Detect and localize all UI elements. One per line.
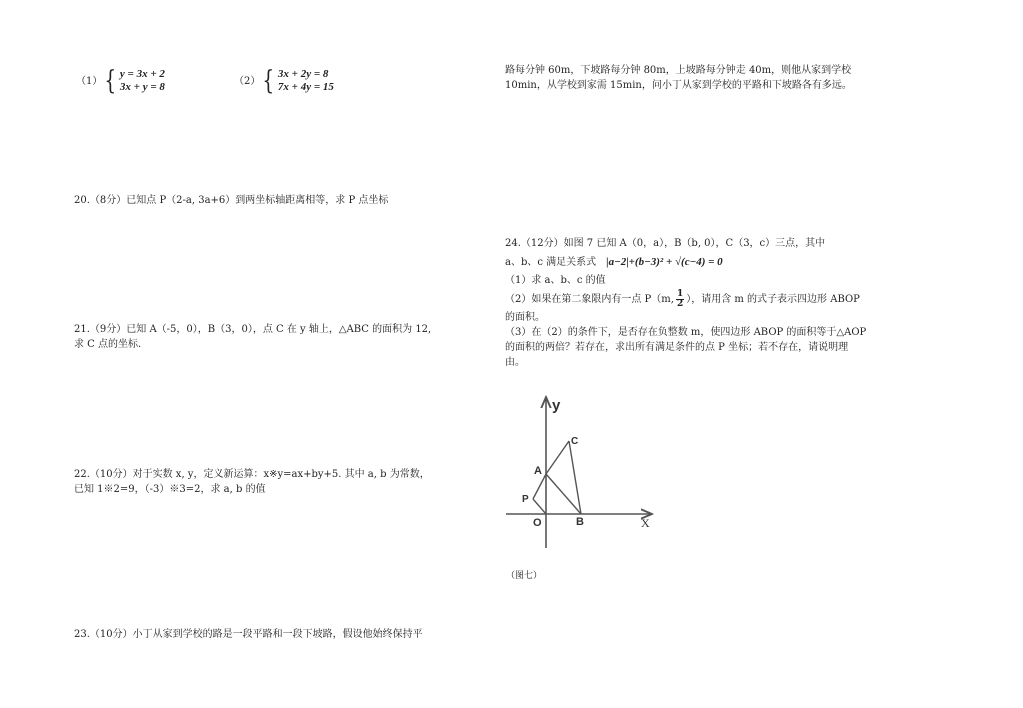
question-24-part3-line3: 由。 (505, 357, 525, 368)
question-24-part2: （2）如果在第二象限内有一点 P（m, (505, 294, 674, 305)
segment-AP (533, 474, 546, 499)
fraction-one-half: $\frac{1}{2}$ (676, 289, 684, 309)
question-20: 20.（8分）已知点 P（2-a, 3a+6）到两坐标轴距离相等，求 P 点坐标 (74, 195, 389, 206)
question-21-line2: 求 C 点的坐标. (74, 339, 142, 350)
question-23-cont-line2: 10min，从学校到家需 15min，问小丁从家到学校的平路和下坡路各有多远。 (505, 80, 852, 91)
point-B-label: B (576, 516, 584, 528)
brace-icon: { (104, 66, 117, 96)
system-2-eq1: 3x + 2y = 8 (277, 68, 329, 80)
brace-icon: { (262, 66, 275, 96)
question-23-cont-line1: 路每分钟 60m，下坡路每分钟 80m，上坡路每分钟走 40m，则他从家到学校 (505, 65, 852, 76)
question-21 (74, 322, 431, 352)
point-O-label: O (533, 517, 542, 529)
question-24-line1: 24.（12分）如图 7 已知 A（0，a），B（b, 0），C（3，c）三点，其中 (505, 238, 826, 249)
system-2 (234, 68, 334, 94)
system-1-eq1: y = 3x + 2 (119, 68, 165, 80)
figure-caption: （图七） (506, 571, 543, 581)
system-1-eq2: 3x + y = 8 (119, 81, 165, 93)
question-22 (74, 467, 430, 497)
question-22-line1: 22.（10分）对于实数 x, y，定义新运算：x※y=ax+by+5. 其中 a, b 为常数， (74, 469, 430, 480)
question-24-part3-line2: 的面积的两倍？若存在，求出所有满足条件的点 P 坐标；若不存在，请说明理 (505, 342, 849, 353)
question-23: 23.（10分）小丁从家到学校的路是一段平路和一段下坡路，假设他始终保持平 (74, 629, 423, 640)
question-24 (505, 236, 866, 370)
system-1-label: （1） (76, 75, 103, 87)
segment-PO (533, 499, 546, 514)
question-24-part3-line1: （3）在（2）的条件下，是否存在负整数 m，使四边形 ABOP 的面积等于△AOP (505, 327, 867, 338)
question-22-line2: 已知 1※2=9，（-3）※3=2，求 a, b 的值 (74, 484, 266, 495)
point-A-label: A (534, 465, 542, 477)
question-24-line2: a、b、c 满足关系式 (505, 257, 597, 268)
segment-AC (546, 441, 569, 474)
question-24-part1: （1）求 a、b、c 的值 (505, 275, 606, 286)
question-23-continued (505, 63, 852, 93)
relation-formula: |a−2|+(b−3)² + √(c−4) = 0 (606, 256, 723, 268)
question-24-part2-post: ），请用含 m 的式子表示四边形 ABOP (686, 294, 860, 305)
question-24-part2-line2: 的面积。 (505, 312, 545, 323)
system-2-label: （2） (234, 75, 261, 87)
question-21-line1: 21.（9分）已知 A（-5，0），B（3，0），点 C 在 y 轴上，△ABC 的面积为 12, (74, 324, 432, 335)
system-2-eq2: 7x + 4y = 15 (277, 81, 334, 93)
system-1 (76, 68, 165, 94)
y-axis-label: y (552, 397, 561, 414)
x-axis-label: X (641, 516, 650, 530)
coordinate-figure (500, 393, 660, 553)
point-P-label: P (522, 494, 529, 505)
point-C-label: C (571, 436, 579, 447)
